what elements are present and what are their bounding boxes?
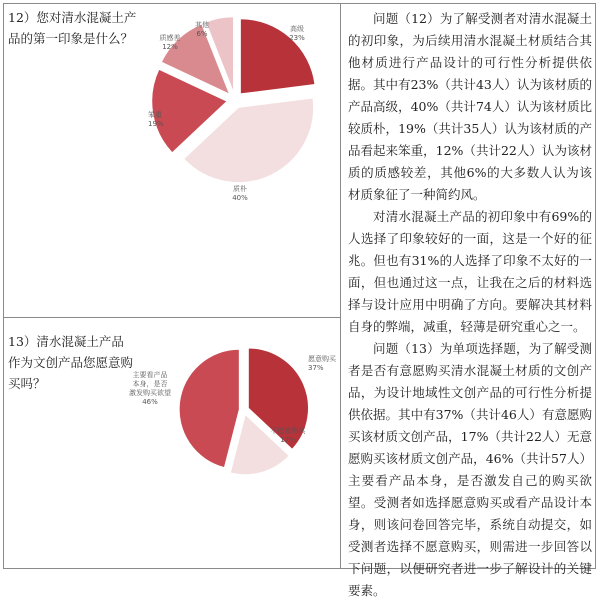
pie-label-2: 质朴 40%: [232, 185, 248, 202]
pie-chart-first-impression: [140, 5, 338, 205]
question-13-label: 13）清水混凝土产品作为文创产品您愿意购买吗？: [8, 334, 134, 391]
answer-12-paragraph: 问题（12）为了解受测者对清水混凝土的初印象，为后续用清水混凝土材质结合其他材质进行产品设计的可行性分析提供依据。其中有23%（共计43人）认为该材质的产品高级，40%（共计74人）认为该材质比较质朴，19%（共计35人）认为该材质的产品看起来笨重，12%（共计22人）认为该材质的质感较差，其他6%的大多数人认为该材质象征了一种简约风。: [348, 11, 592, 202]
pie-chart-1-svg: [140, 5, 338, 205]
column-divider: [340, 3, 341, 569]
pie-chart-purchase-intent: [120, 327, 336, 487]
pie-slice-3: [179, 349, 239, 467]
pie-label-4: 质感差 12%: [159, 34, 181, 51]
pie-label-3: 主要看产品本身，是否激发购买欲望 46%: [129, 371, 171, 406]
pie-chart-2-svg: [120, 327, 336, 487]
pie-label-3: 笨重 19%: [148, 111, 164, 128]
pie-label-1: 愿意购买 37%: [308, 355, 336, 372]
row-divider: [3, 317, 340, 318]
pie-label-1: 高级 23%: [289, 25, 305, 42]
pie-label-5: 其他 6%: [195, 21, 209, 38]
answer-12-summary-paragraph: 对清水混凝土产品的初印象中有69%的人选择了印象较好的一面，这是一个好的征兆。但也有31%的人选择了印象不太好的一面，但也通过这一点，让我在之后的材料选择与设计应用中明确了方向。要解决其材料自身的弊端，减重，轻薄是研究重心之一。: [348, 209, 592, 334]
pie-label-2: 不愿意购买 17%: [270, 427, 306, 444]
answer-13-paragraph: 问题（13）为单项选择题，为了解受测者是否有意愿购买清水混凝土材质的文创产品，为设计地域性文创产品的可行性分析提供依据。其中有37%（共计46人）有意愿购买该材质文创产品，17%（共计22人）无意愿购买该材质文创产品，46%（共计57人）主要看产品本身，是否激发自己的购买欲望。受测者如选择愿意购买或看产品设计本身，则该问卷回答完毕，系统自动提交，如受测者选择不愿意购买，则需进一步回答以下问题，以便研究者进一步了解设计的关键要素。: [348, 341, 592, 598]
question-12-label: 12）您对清水混凝土产品的第一印象是什么？: [8, 10, 137, 46]
